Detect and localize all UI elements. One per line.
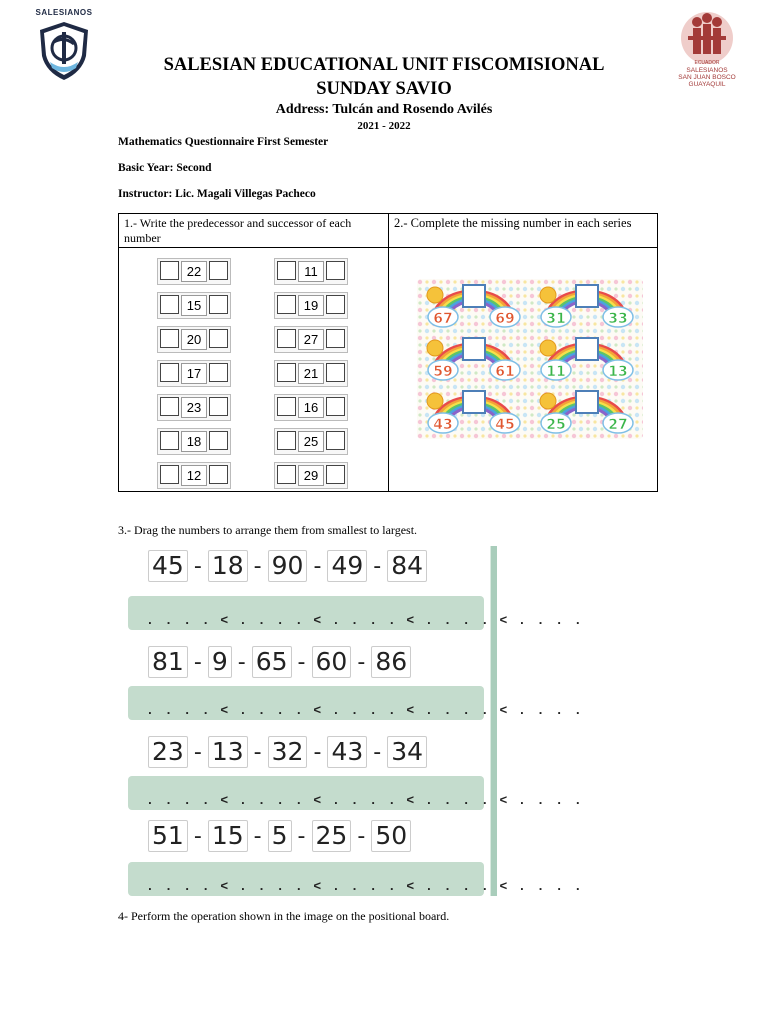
predecessor-box[interactable] bbox=[160, 397, 179, 416]
given-number: 25 bbox=[298, 431, 324, 452]
draggable-number[interactable]: 23 bbox=[148, 736, 188, 768]
draggable-number[interactable]: 13 bbox=[208, 736, 248, 768]
number-frame bbox=[157, 292, 231, 319]
number-row-right-2 bbox=[274, 292, 348, 319]
series-number-left: 59 bbox=[433, 364, 453, 380]
given-number: 20 bbox=[181, 329, 207, 350]
series-number-right: 33 bbox=[608, 311, 628, 327]
separator-dash: - bbox=[237, 649, 246, 675]
school-years: 2021 - 2022 bbox=[357, 120, 411, 132]
given-number: 16 bbox=[298, 397, 324, 418]
number-frame bbox=[274, 428, 348, 455]
draggable-number[interactable]: 49 bbox=[327, 550, 367, 582]
predecessor-box[interactable] bbox=[277, 465, 296, 484]
series-number-right: 69 bbox=[495, 311, 515, 327]
answer-placeholder: . . . . < . . . . < . . . . < . . . . < . . . . bbox=[146, 703, 584, 718]
series-number-right: 13 bbox=[608, 364, 628, 380]
draggable-number[interactable]: 81 bbox=[148, 646, 188, 678]
given-number: 11 bbox=[298, 261, 324, 282]
predecessor-box[interactable] bbox=[160, 363, 179, 382]
number-row-left-5 bbox=[157, 394, 231, 421]
panel-edge-rail bbox=[490, 546, 497, 896]
successor-box[interactable] bbox=[209, 363, 228, 382]
number-row-right-7 bbox=[274, 462, 348, 489]
number-frame bbox=[157, 326, 231, 353]
draggable-number[interactable]: 34 bbox=[387, 736, 427, 768]
question-1-heading: 1.- Write the predecessor and successor of each number bbox=[124, 216, 352, 245]
draggable-number[interactable]: 15 bbox=[208, 820, 248, 852]
successor-box[interactable] bbox=[326, 397, 345, 416]
predecessor-box[interactable] bbox=[160, 329, 179, 348]
sun-icon bbox=[427, 287, 443, 303]
draggable-number[interactable]: 45 bbox=[148, 550, 188, 582]
instructor-line: Instructor: Lic. Magali Villegas Pacheco bbox=[118, 188, 316, 200]
rainbow-series-image bbox=[417, 279, 643, 439]
number-frame bbox=[157, 360, 231, 387]
draggable-number[interactable]: 5 bbox=[268, 820, 292, 852]
separator-dash: - bbox=[253, 553, 262, 579]
draggable-number[interactable]: 32 bbox=[268, 736, 308, 768]
number-row-right-5 bbox=[274, 394, 348, 421]
predecessor-box[interactable] bbox=[277, 329, 296, 348]
question-4-heading: 4- Perform the operation shown in the image on the positional board. bbox=[118, 909, 450, 923]
draggable-number[interactable]: 84 bbox=[387, 550, 427, 582]
number-row-right-1 bbox=[274, 258, 348, 285]
predecessor-box[interactable] bbox=[160, 295, 179, 314]
separator-dash: - bbox=[193, 823, 202, 849]
predecessor-box[interactable] bbox=[277, 397, 296, 416]
number-frame bbox=[274, 292, 348, 319]
successor-box[interactable] bbox=[209, 329, 228, 348]
successor-box[interactable] bbox=[326, 295, 345, 314]
number-row-left-2 bbox=[157, 292, 231, 319]
successor-box[interactable] bbox=[209, 261, 228, 280]
successor-box[interactable] bbox=[326, 261, 345, 280]
separator-dash: - bbox=[313, 739, 322, 765]
school-name: SALESIAN EDUCATIONAL UNIT FISCOMISIONAL bbox=[163, 55, 605, 75]
ordering-exercise-panel bbox=[128, 546, 584, 896]
logo-right-line1: SALESIANOS bbox=[686, 67, 728, 74]
separator-dash: - bbox=[193, 553, 202, 579]
missing-number-box[interactable] bbox=[463, 285, 485, 307]
number-row-left-6 bbox=[157, 428, 231, 455]
number-frame bbox=[274, 326, 348, 353]
missing-number-box[interactable] bbox=[463, 338, 485, 360]
number-frame bbox=[157, 394, 231, 421]
separator-dash: - bbox=[297, 823, 306, 849]
missing-number-box[interactable] bbox=[576, 391, 598, 413]
question-2-heading: 2.- Complete the missing number in each series bbox=[394, 216, 632, 230]
number-row-left-4 bbox=[157, 360, 231, 387]
given-number: 29 bbox=[298, 465, 324, 486]
series-number-left: 43 bbox=[433, 417, 453, 433]
logo-right-line3: GUAYAQUIL bbox=[688, 81, 726, 88]
number-set-1 bbox=[148, 550, 427, 582]
logo-left-label: SALESIANOS bbox=[35, 8, 93, 17]
number-row-right-3 bbox=[274, 326, 348, 353]
draggable-number[interactable]: 90 bbox=[268, 550, 308, 582]
given-number: 21 bbox=[298, 363, 324, 384]
sun-icon bbox=[427, 340, 443, 356]
answer-band-2[interactable] bbox=[128, 686, 584, 720]
given-number: 23 bbox=[181, 397, 207, 418]
number-frame bbox=[274, 462, 348, 489]
number-set-2 bbox=[148, 646, 411, 678]
answer-placeholder: . . . . < . . . . < . . . . < . . . . < . . . . bbox=[146, 793, 584, 808]
answer-placeholder: . . . . < . . . . < . . . . < . . . . < . . . . bbox=[146, 613, 584, 628]
school-name-line2: SUNDAY SAVIO bbox=[316, 79, 452, 99]
series-number-right: 27 bbox=[608, 417, 628, 433]
draggable-number[interactable]: 9 bbox=[208, 646, 232, 678]
successor-box[interactable] bbox=[209, 295, 228, 314]
draggable-number[interactable]: 60 bbox=[312, 646, 352, 678]
rainbow-series-graphic bbox=[417, 279, 643, 439]
logo-right-line2: SAN JUAN BOSCO bbox=[678, 74, 736, 81]
draggable-number[interactable]: 25 bbox=[312, 820, 352, 852]
number-frame bbox=[274, 394, 348, 421]
draggable-number[interactable]: 65 bbox=[252, 646, 292, 678]
draggable-number[interactable]: 50 bbox=[371, 820, 411, 852]
sun-icon bbox=[540, 340, 556, 356]
separator-dash: - bbox=[253, 823, 262, 849]
given-number: 17 bbox=[181, 363, 207, 384]
logo-right-country: ECUADOR bbox=[694, 60, 720, 66]
answer-band-1[interactable] bbox=[128, 596, 584, 630]
basic-year-line: Basic Year: Second bbox=[118, 162, 212, 174]
predecessor-box[interactable] bbox=[160, 431, 179, 450]
successor-box[interactable] bbox=[209, 431, 228, 450]
series-number-left: 11 bbox=[546, 364, 566, 380]
series-number-right: 61 bbox=[495, 364, 515, 380]
successor-box[interactable] bbox=[209, 397, 228, 416]
sun-icon bbox=[540, 287, 556, 303]
separator-dash: - bbox=[373, 739, 382, 765]
number-set-4 bbox=[148, 820, 411, 852]
predecessor-box[interactable] bbox=[277, 431, 296, 450]
address: Address: Tulcán and Rosendo Avilés bbox=[275, 102, 493, 117]
draggable-number[interactable]: 86 bbox=[371, 646, 411, 678]
series-number-left: 67 bbox=[433, 311, 453, 327]
predecessor-box[interactable] bbox=[277, 261, 296, 280]
predecessor-box[interactable] bbox=[160, 465, 179, 484]
number-frame bbox=[157, 462, 231, 489]
given-number: 27 bbox=[298, 329, 324, 350]
missing-number-box[interactable] bbox=[576, 285, 598, 307]
separator-dash: - bbox=[253, 739, 262, 765]
answer-band-3[interactable] bbox=[128, 776, 584, 810]
separator-dash: - bbox=[193, 739, 202, 765]
draggable-number[interactable]: 51 bbox=[148, 820, 188, 852]
predecessor-box[interactable] bbox=[277, 363, 296, 382]
sun-icon bbox=[427, 393, 443, 409]
answer-band-4[interactable] bbox=[128, 862, 584, 896]
series-number-right: 45 bbox=[495, 417, 515, 433]
given-number: 19 bbox=[298, 295, 324, 316]
series-number-left: 31 bbox=[546, 311, 566, 327]
separator-dash: - bbox=[357, 649, 366, 675]
given-number: 22 bbox=[181, 261, 207, 282]
missing-number-box[interactable] bbox=[463, 391, 485, 413]
sun-icon bbox=[540, 393, 556, 409]
successor-box[interactable] bbox=[326, 431, 345, 450]
number-frame bbox=[157, 428, 231, 455]
predecessor-box[interactable] bbox=[277, 295, 296, 314]
table-divider-vertical bbox=[388, 214, 389, 491]
draggable-number[interactable]: 18 bbox=[208, 550, 248, 582]
given-number: 12 bbox=[181, 465, 207, 486]
number-set-3 bbox=[148, 736, 427, 768]
series-number-left: 25 bbox=[546, 417, 566, 433]
number-row-left-7 bbox=[157, 462, 231, 489]
separator-dash: - bbox=[313, 553, 322, 579]
answer-placeholder: . . . . < . . . . < . . . . < . . . . < . . . . bbox=[146, 879, 584, 894]
number-row-right-6 bbox=[274, 428, 348, 455]
predecessor-box[interactable] bbox=[160, 261, 179, 280]
number-frame bbox=[274, 258, 348, 285]
number-row-left-1 bbox=[157, 258, 231, 285]
given-number: 15 bbox=[181, 295, 207, 316]
number-frame bbox=[274, 360, 348, 387]
table-divider-horizontal bbox=[119, 247, 657, 248]
successor-box[interactable] bbox=[326, 329, 345, 348]
separator-dash: - bbox=[193, 649, 202, 675]
draggable-number[interactable]: 43 bbox=[327, 736, 367, 768]
successor-box[interactable] bbox=[326, 465, 345, 484]
successor-box[interactable] bbox=[209, 465, 228, 484]
separator-dash: - bbox=[373, 553, 382, 579]
number-frame bbox=[157, 258, 231, 285]
missing-number-box[interactable] bbox=[576, 338, 598, 360]
separator-dash: - bbox=[357, 823, 366, 849]
number-row-right-4 bbox=[274, 360, 348, 387]
given-number: 18 bbox=[181, 431, 207, 452]
number-row-left-3 bbox=[157, 326, 231, 353]
question-3-heading: 3.- Drag the numbers to arrange them from smallest to largest. bbox=[118, 523, 418, 537]
subject-line: Mathematics Questionnaire First Semester bbox=[118, 136, 329, 148]
successor-box[interactable] bbox=[326, 363, 345, 382]
separator-dash: - bbox=[297, 649, 306, 675]
